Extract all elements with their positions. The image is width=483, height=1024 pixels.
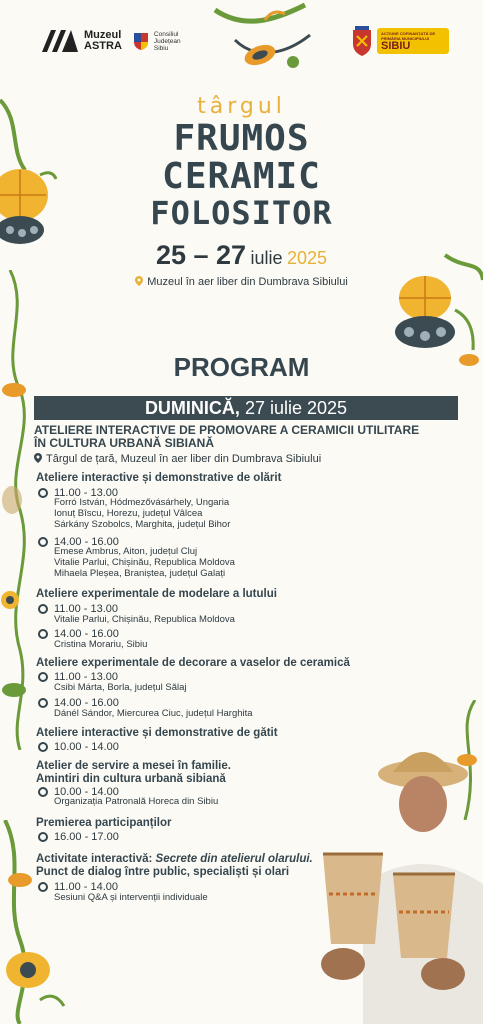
title-line1: FRUMOS [173,118,310,159]
time-bullet-icon [38,882,48,892]
section-title: Ateliere interactive și demonstrative de olărit [36,472,282,484]
day-band [34,396,458,420]
section-title: Premierea participanților [36,817,172,829]
museum-name-line1: Muzeul [84,29,122,41]
time-slot [38,741,119,753]
subtitle-line2: ÎN CULTURA URBANĂ SIBIANĂ [34,436,214,450]
astra-mark-icon [42,30,78,52]
time-text: 14.00 - 16.00 [54,628,119,640]
program-subtitle [34,424,464,450]
location-text: Muzeul în aer liber din Dumbrava Sibiului [147,276,348,288]
time-text: 16.00 - 17.00 [54,831,119,843]
council-line1: Consiliul [153,30,179,38]
folk-ornament-left-bottom [0,820,70,1024]
dates-month: iulie [250,248,283,268]
participant: Emese Ambrus, Aiton, județul Cluj [54,546,198,557]
time-bullet-icon [38,787,48,797]
participant: Vitalie Parlui, Chișinău, Republica Moldova [54,557,235,568]
title-line2: CERAMIC [162,156,321,197]
time-bullet-icon [38,629,48,639]
time-bullet-icon [38,488,48,498]
venue-text: Târgul de țară, Muzeul în aer liber din Dumbrava Sibiului [46,453,322,465]
program-venue [34,453,321,465]
participant: Dánél Sándor, Miercurea Ciuc, județul Harghita [54,708,253,719]
section-title [36,853,313,879]
potter-photo [303,734,483,1024]
sibiu-small-line1: ACȚIUNE COFINANȚATĂ DE [381,30,436,36]
day-date: 27 iulie 2025 [244,398,348,418]
time-text: 14.00 - 16.00 [54,536,119,548]
time-bullet-icon [38,537,48,547]
time-bullet-icon [38,742,48,752]
subtitle-line1: ATELIERE INTERACTIVE DE PROMOVARE A CERAMICII UTILITARE [34,423,420,437]
section-title [36,760,231,786]
dates-days: 25 – 27 [155,240,247,270]
time-bullet-icon [38,698,48,708]
participant: Vitalie Parlui, Chișinău, Republica Moldova [54,614,235,625]
time-text: 11.00 - 13.00 [54,671,119,683]
sibiu-big-text: SIBIU [381,39,411,52]
folk-ornament-left-mid [0,270,40,750]
county-council-shield-icon [134,33,148,50]
participant: Forró István, Hódmezővásárhely, Ungaria [54,497,230,508]
time-bullet-icon [38,604,48,614]
participant: Sesiuni Q&A și intervenții individuale [54,892,208,903]
day-name: DUMINICĂ, [144,398,240,418]
title-line3: FOLOSITOR [150,194,333,232]
location-pin-icon [135,276,143,286]
program-heading: PROGRAM [173,352,310,382]
time-text: 10.00 - 14.00 [54,786,119,798]
sibiu-banner [377,28,449,54]
section-title: Ateliere experimentale de decorare a vaselor de ceramică [36,657,350,669]
participant: Csibi Márta, Borla, județul Sălaj [54,682,187,693]
section-title-italic: Secrete din atelierul olarului. [155,853,313,865]
sibiu-crest-icon [351,26,373,56]
astra-museum-logo [42,30,181,52]
section-title-line2: Amintiri din cultura urbană sibiană [36,773,226,785]
sibiu-municipality-logo [351,26,449,56]
time-text: 11.00 - 13.00 [54,487,119,499]
section-title: Ateliere experimentale de modelare a lutului [36,588,277,600]
venue-pin-icon [34,453,42,463]
section-title-prefix: Activitate interactivă: [36,853,153,865]
participant: Ionuț Bîscu, Horezu, județul Vâlcea [54,508,203,519]
time-text: 11.00 - 13.00 [54,603,119,615]
participant: Sárkány Szobolcs, Marghita, județul Bihor [54,519,231,530]
folk-ornament-top-center [205,0,325,90]
council-line2: Județean [153,37,181,45]
participant: Organizația Patronală Horeca din Sibiu [54,796,219,807]
section-title-line1: Atelier de servire a mesei în familie. [36,760,231,772]
section-title-line2: Punct de dialog între public, specialiști și olari [36,866,290,878]
participant: Cristina Morariu, Sibiu [54,639,148,650]
section-title: Ateliere interactive și demonstrative de gătit [36,727,278,739]
time-bullet-icon [38,672,48,682]
time-text: 14.00 - 16.00 [54,697,119,709]
museum-name-line2: ASTRA [84,40,122,52]
event-dates [0,240,483,271]
council-line3: Sibiu [153,44,169,52]
time-text: 11.00 - 14.00 [54,881,119,893]
title-pre: târgul [197,94,286,119]
event-location [0,276,483,288]
participant: Mihaela Pleșea, Braniștea, județul Galați [54,568,226,579]
time-bullet-icon [38,832,48,842]
time-slot [38,831,119,843]
sibiu-small-line2: PRIMĂRIA MUNICIPIULUI [381,35,430,41]
time-text: 10.00 - 14.00 [54,741,119,753]
dates-year: 2025 [286,248,328,268]
